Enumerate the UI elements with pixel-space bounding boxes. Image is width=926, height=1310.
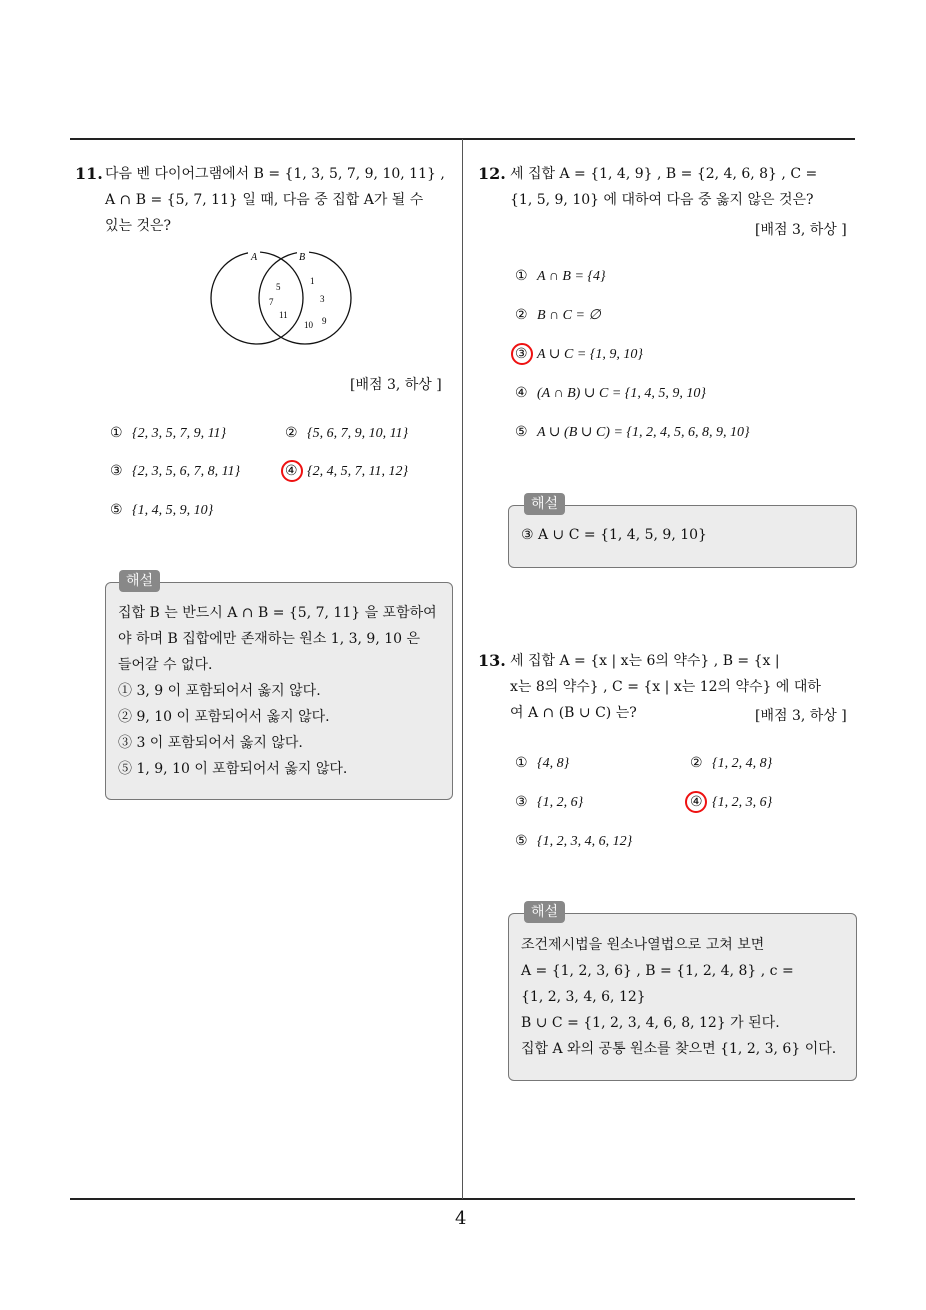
venn-diagram	[205, 248, 355, 348]
choice-text: {1, 2, 3, 4, 6, 12}	[537, 834, 633, 849]
venn-element: 1	[310, 276, 315, 286]
choice-mark: ⑤	[515, 833, 528, 849]
points-label: [배점 3, 하상 ]	[755, 708, 847, 724]
question-line: 세 집합 A = {x | x는 6의 약수} , B = {x |	[510, 653, 780, 669]
solution-line: 야 하며 B 집합에만 존재하는 원소 1, 3, 9, 10 은	[118, 631, 421, 647]
choice-text: {1, 2, 6}	[537, 795, 584, 810]
solution-tag: 해설	[524, 493, 565, 515]
choice-text: A ∪ C = {1, 9, 10}	[537, 347, 644, 362]
choice-text: {5, 6, 7, 9, 10, 11}	[307, 426, 409, 441]
points-label: [배점 3, 하상 ]	[350, 377, 442, 393]
choice-1[interactable]	[515, 268, 606, 285]
venn-element: 7	[269, 297, 274, 307]
solution-line: 집합 B 는 반드시 A ∩ B = {5, 7, 11} 을 포함하여	[118, 605, 437, 621]
choice-mark: ②	[690, 755, 703, 771]
choice-mark: ①	[515, 755, 528, 771]
choice-mark: ③	[515, 794, 528, 810]
choice-text: {2, 3, 5, 6, 7, 8, 11}	[132, 464, 241, 479]
question-line: 있는 것은?	[105, 218, 172, 234]
answer-circle	[511, 343, 533, 365]
choice-mark: ⑤	[515, 424, 528, 440]
choice-2[interactable]	[515, 307, 601, 324]
question-number: 11.	[75, 164, 103, 183]
column-divider	[462, 139, 463, 1199]
question-line: 여 A ∩ (B ∪ C) 는?	[510, 705, 637, 721]
solution-tag: 해설	[119, 570, 160, 592]
choice-text: {2, 3, 5, 7, 9, 11}	[132, 426, 227, 441]
solution-line: B ∪ C = {1, 2, 3, 4, 6, 8, 12} 가 된다.	[521, 1015, 780, 1031]
choice-1[interactable]	[110, 425, 226, 442]
choice-text: {1, 4, 5, 9, 10}	[132, 503, 214, 518]
venn-element: 3	[320, 294, 325, 304]
choice-text: (A ∩ B) ∪ C = {1, 4, 5, 9, 10}	[537, 386, 706, 401]
venn-element: 9	[322, 316, 327, 326]
solution-line: 집합 A 와의 공통 원소를 찾으면 {1, 2, 3, 6} 이다.	[521, 1041, 837, 1057]
solution-line: ⑤ 1, 9, 10 이 포함되어서 옳지 않다.	[118, 761, 348, 777]
choice-text: A ∩ B = {4}	[537, 269, 606, 284]
set-b-label: B	[299, 252, 306, 263]
choice-5[interactable]	[110, 502, 213, 519]
choice-mark: ②	[285, 425, 298, 441]
question-line: A ∩ B = {5, 7, 11} 일 때, 다음 중 집합 A가 될 수	[105, 192, 424, 208]
solution-line: ③ 3 이 포함되어서 옳지 않다.	[118, 735, 303, 751]
choice-mark: ⑤	[110, 502, 123, 518]
choice-5[interactable]	[515, 833, 632, 850]
venn-element: 11	[279, 310, 288, 320]
choice-mark: ①	[110, 425, 123, 441]
question-number: 12.	[478, 164, 506, 183]
solution-line: 들어갈 수 없다.	[118, 657, 213, 673]
choice-2[interactable]	[285, 425, 408, 442]
answer-circle	[281, 460, 303, 482]
choice-mark: ②	[515, 307, 528, 323]
choice-text: {1, 2, 4, 8}	[712, 756, 773, 771]
question-line: 다음 벤 다이어그램에서 B = {1, 3, 5, 7, 9, 10, 11} ,	[105, 166, 445, 182]
choice-3[interactable]	[515, 346, 643, 363]
choice-mark: ③	[110, 463, 123, 479]
choice-3[interactable]	[110, 463, 240, 480]
choice-mark: ④	[285, 463, 298, 479]
choice-2[interactable]	[690, 755, 772, 772]
question-number: 13.	[478, 651, 506, 670]
solution-line: ③ A ∪ C = {1, 4, 5, 9, 10}	[521, 527, 707, 543]
question-line: 세 집합 A = {1, 4, 9} , B = {2, 4, 6, 8} , C =	[510, 166, 818, 182]
choice-5[interactable]	[515, 424, 750, 441]
page-number: 4	[455, 1208, 467, 1229]
choice-text: {2, 4, 5, 7, 11, 12}	[307, 464, 409, 479]
solution-line: {1, 2, 3, 4, 6, 12}	[521, 989, 646, 1005]
choice-mark: ④	[690, 794, 703, 810]
choice-mark: ③	[515, 346, 528, 362]
choice-mark: ④	[515, 385, 528, 401]
choice-1[interactable]	[515, 755, 569, 772]
choice-text: {4, 8}	[537, 756, 570, 771]
choice-3[interactable]	[515, 794, 583, 811]
answer-circle	[685, 791, 707, 813]
venn-element: 10	[304, 320, 313, 330]
choice-mark: ①	[515, 268, 528, 284]
set-a-circle	[211, 252, 306, 344]
choice-4[interactable]	[515, 385, 706, 402]
set-a-label: A	[251, 252, 258, 263]
question-line: x는 8의 약수} , C = {x | x는 12의 약수} 에 대하	[510, 679, 821, 695]
choice-text: {1, 2, 3, 6}	[712, 795, 773, 810]
choice-text: A ∪ (B ∪ C) = {1, 2, 4, 5, 6, 8, 9, 10}	[537, 425, 750, 440]
solution-line: ① 3, 9 이 포함되어서 옳지 않다.	[118, 683, 321, 699]
venn-element: 5	[276, 282, 281, 292]
question-line: {1, 5, 9, 10} 에 대하여 다음 중 옳지 않은 것은?	[510, 192, 814, 208]
points-label: [배점 3, 하상 ]	[755, 222, 847, 238]
solution-tag: 해설	[524, 901, 565, 923]
solution-line: ② 9, 10 이 포함되어서 옳지 않다.	[118, 709, 330, 725]
choice-text: B ∩ C = ∅	[537, 308, 601, 323]
choice-4[interactable]	[285, 463, 408, 480]
solution-line: 조건제시법을 원소나열법으로 고쳐 보면	[521, 937, 765, 953]
solution-line: A = {1, 2, 3, 6} , B = {1, 2, 4, 8} , c =	[521, 963, 794, 979]
